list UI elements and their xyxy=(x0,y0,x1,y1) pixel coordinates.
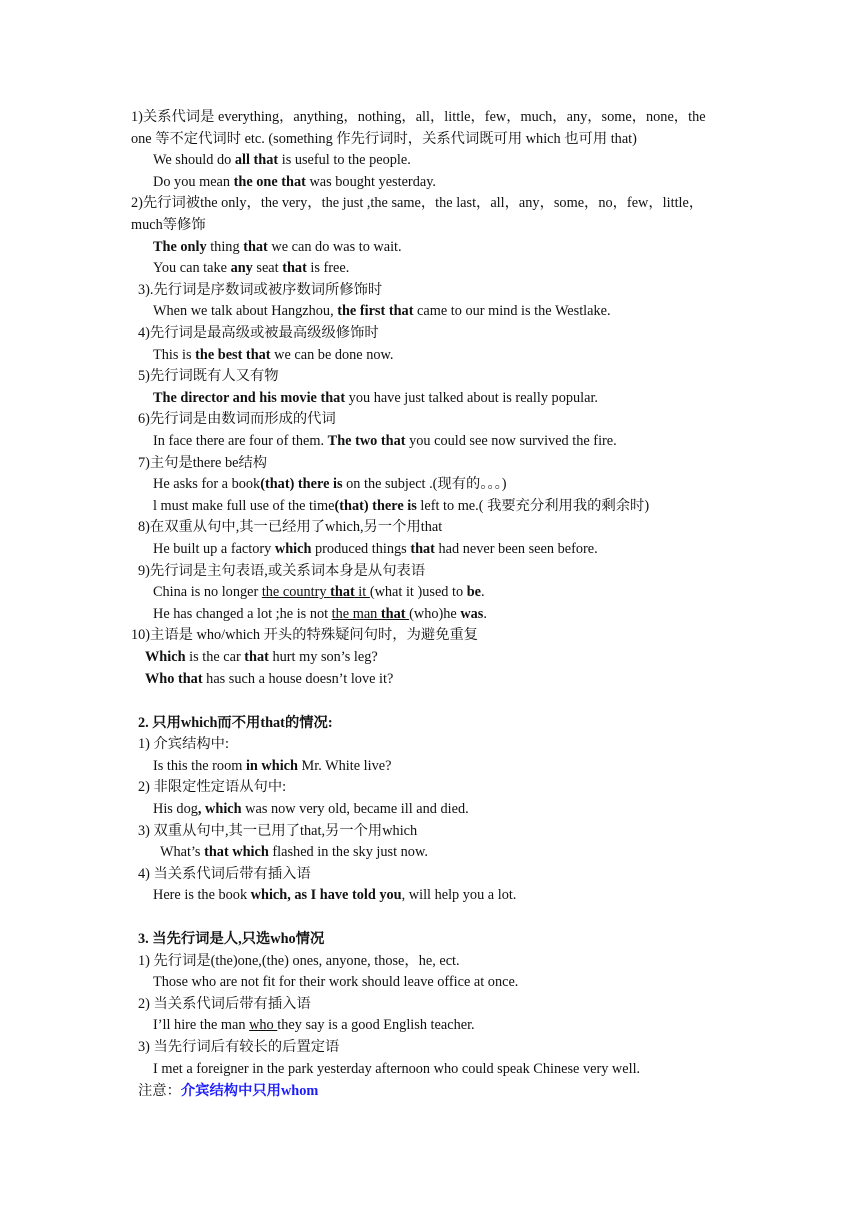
rule-6-example: In face there are four of them. The two that you could see now survived the fire. xyxy=(153,433,617,449)
rule-8-heading: 8)在双重从句中,其一已经用了which,另一个用that xyxy=(138,519,443,535)
rule-2-heading-cont: much等修饰 xyxy=(131,217,206,233)
rule-10-example-1: Which is the car that hurt my son’s leg? xyxy=(145,649,378,665)
s3-item-2-heading: 2) 当关系代词后带有插入语 xyxy=(138,996,311,1012)
s2-item-4-heading: 4) 当关系代词后带有插入语 xyxy=(138,866,311,882)
s3-item-1-example: Those who are not fit for their work should leave office at once. xyxy=(153,974,519,990)
rule-10-heading: 10)主语是 who/which 开头的特殊疑问句时，为避免重复 xyxy=(131,627,479,643)
section-2-title: 2. 只用which而不用that的情况: xyxy=(138,715,333,731)
rule-9-heading: 9)先行词是主句表语,或关系词本身是从句表语 xyxy=(138,563,426,579)
s2-item-4-example: Here is the book which, as I have told you, will help you a lot. xyxy=(153,887,517,903)
s2-item-2-example: His dog, which was now very old, became ill and died. xyxy=(153,801,469,817)
rule-7-heading: 7)主句是there be结构 xyxy=(138,455,268,471)
s3-item-1-heading: 1) 先行词是(the)one,(the) ones, anyone, those，he, ect. xyxy=(138,953,460,969)
s2-item-3-example: What’s that which flashed in the sky just now. xyxy=(160,844,428,860)
rule-7-example-2: l must make full use of the time(that) there is left to me.( 我要充分利用我的剩余时) xyxy=(153,498,650,514)
rule-2-example-2: You can take any seat that is free. xyxy=(153,260,350,276)
rule-4-example: This is the best that we can be done now. xyxy=(153,347,394,363)
s3-item-3-example: I met a foreigner in the park yesterday afternoon who could speak Chinese very well. xyxy=(153,1061,641,1077)
rule-1-heading-cont: one 等不定代词时 etc. (something 作先行词时，关系代词既可用 which 也可用 that) xyxy=(131,131,637,147)
rule-1-heading: 1)关系代词是 everything，anything，nothing，all，little，few，much，any，some，none，the xyxy=(131,109,706,125)
rule-2-heading: 2)先行词被the only，the very，the just ,the same，the last，all，any，some，no，few，little， xyxy=(131,195,704,211)
rule-8-example: He built up a factory which produced things that had never been seen before. xyxy=(153,541,598,557)
s3-item-3-heading: 3) 当先行词后有较长的后置定语 xyxy=(138,1039,340,1055)
note-text: 介宾结构中只用whom xyxy=(180,1083,319,1099)
rule-5-heading: 5)先行词既有人又有物 xyxy=(138,368,279,384)
section-3-title: 3. 当先行词是人,只选who情况 xyxy=(138,931,325,947)
s2-item-2-heading: 2) 非限定性定语从句中: xyxy=(138,779,287,795)
rule-4-heading: 4)先行词是最高级或被最高级级修饰时 xyxy=(138,325,379,341)
rule-1-example-1: We should do all that is useful to the people. xyxy=(153,152,411,168)
s2-item-3-heading: 3) 双重从句中,其一已用了that,另一个用which xyxy=(138,823,418,839)
note-label: 注意： xyxy=(138,1083,181,1099)
rule-3-heading: 3).先行词是序数词或被序数词所修饰时 xyxy=(138,282,383,298)
note-line xyxy=(138,1082,318,1100)
s2-item-1-example: Is this the room in which Mr. White live? xyxy=(153,758,392,774)
rule-6-heading: 6)先行词是由数词而形成的代词 xyxy=(138,411,336,427)
rule-2-example-1: The only thing that we can do was to wait. xyxy=(153,239,402,255)
rule-5-example: The director and his movie that you have just talked about is really popular. xyxy=(153,390,599,406)
s3-item-2-example: I’ll hire the man who they say is a good English teacher. xyxy=(153,1017,475,1033)
rule-7-example-1: He asks for a book(that) there is on the subject .(现有的。。。) xyxy=(153,476,507,492)
rule-1-example-2: Do you mean the one that was bought yesterday. xyxy=(153,174,436,190)
rule-3-example: When we talk about Hangzhou, the first that came to our mind is the Westlake. xyxy=(153,303,611,319)
s2-item-1-heading: 1) 介宾结构中: xyxy=(138,736,229,752)
rule-9-example-1: China is no longer the country that it (what it )used to be. xyxy=(153,584,485,600)
rule-10-example-2: Who that has such a house doesn’t love it? xyxy=(145,671,394,687)
rule-9-example-2: He has changed a lot ;he is not the man that (who)he was. xyxy=(153,606,487,622)
